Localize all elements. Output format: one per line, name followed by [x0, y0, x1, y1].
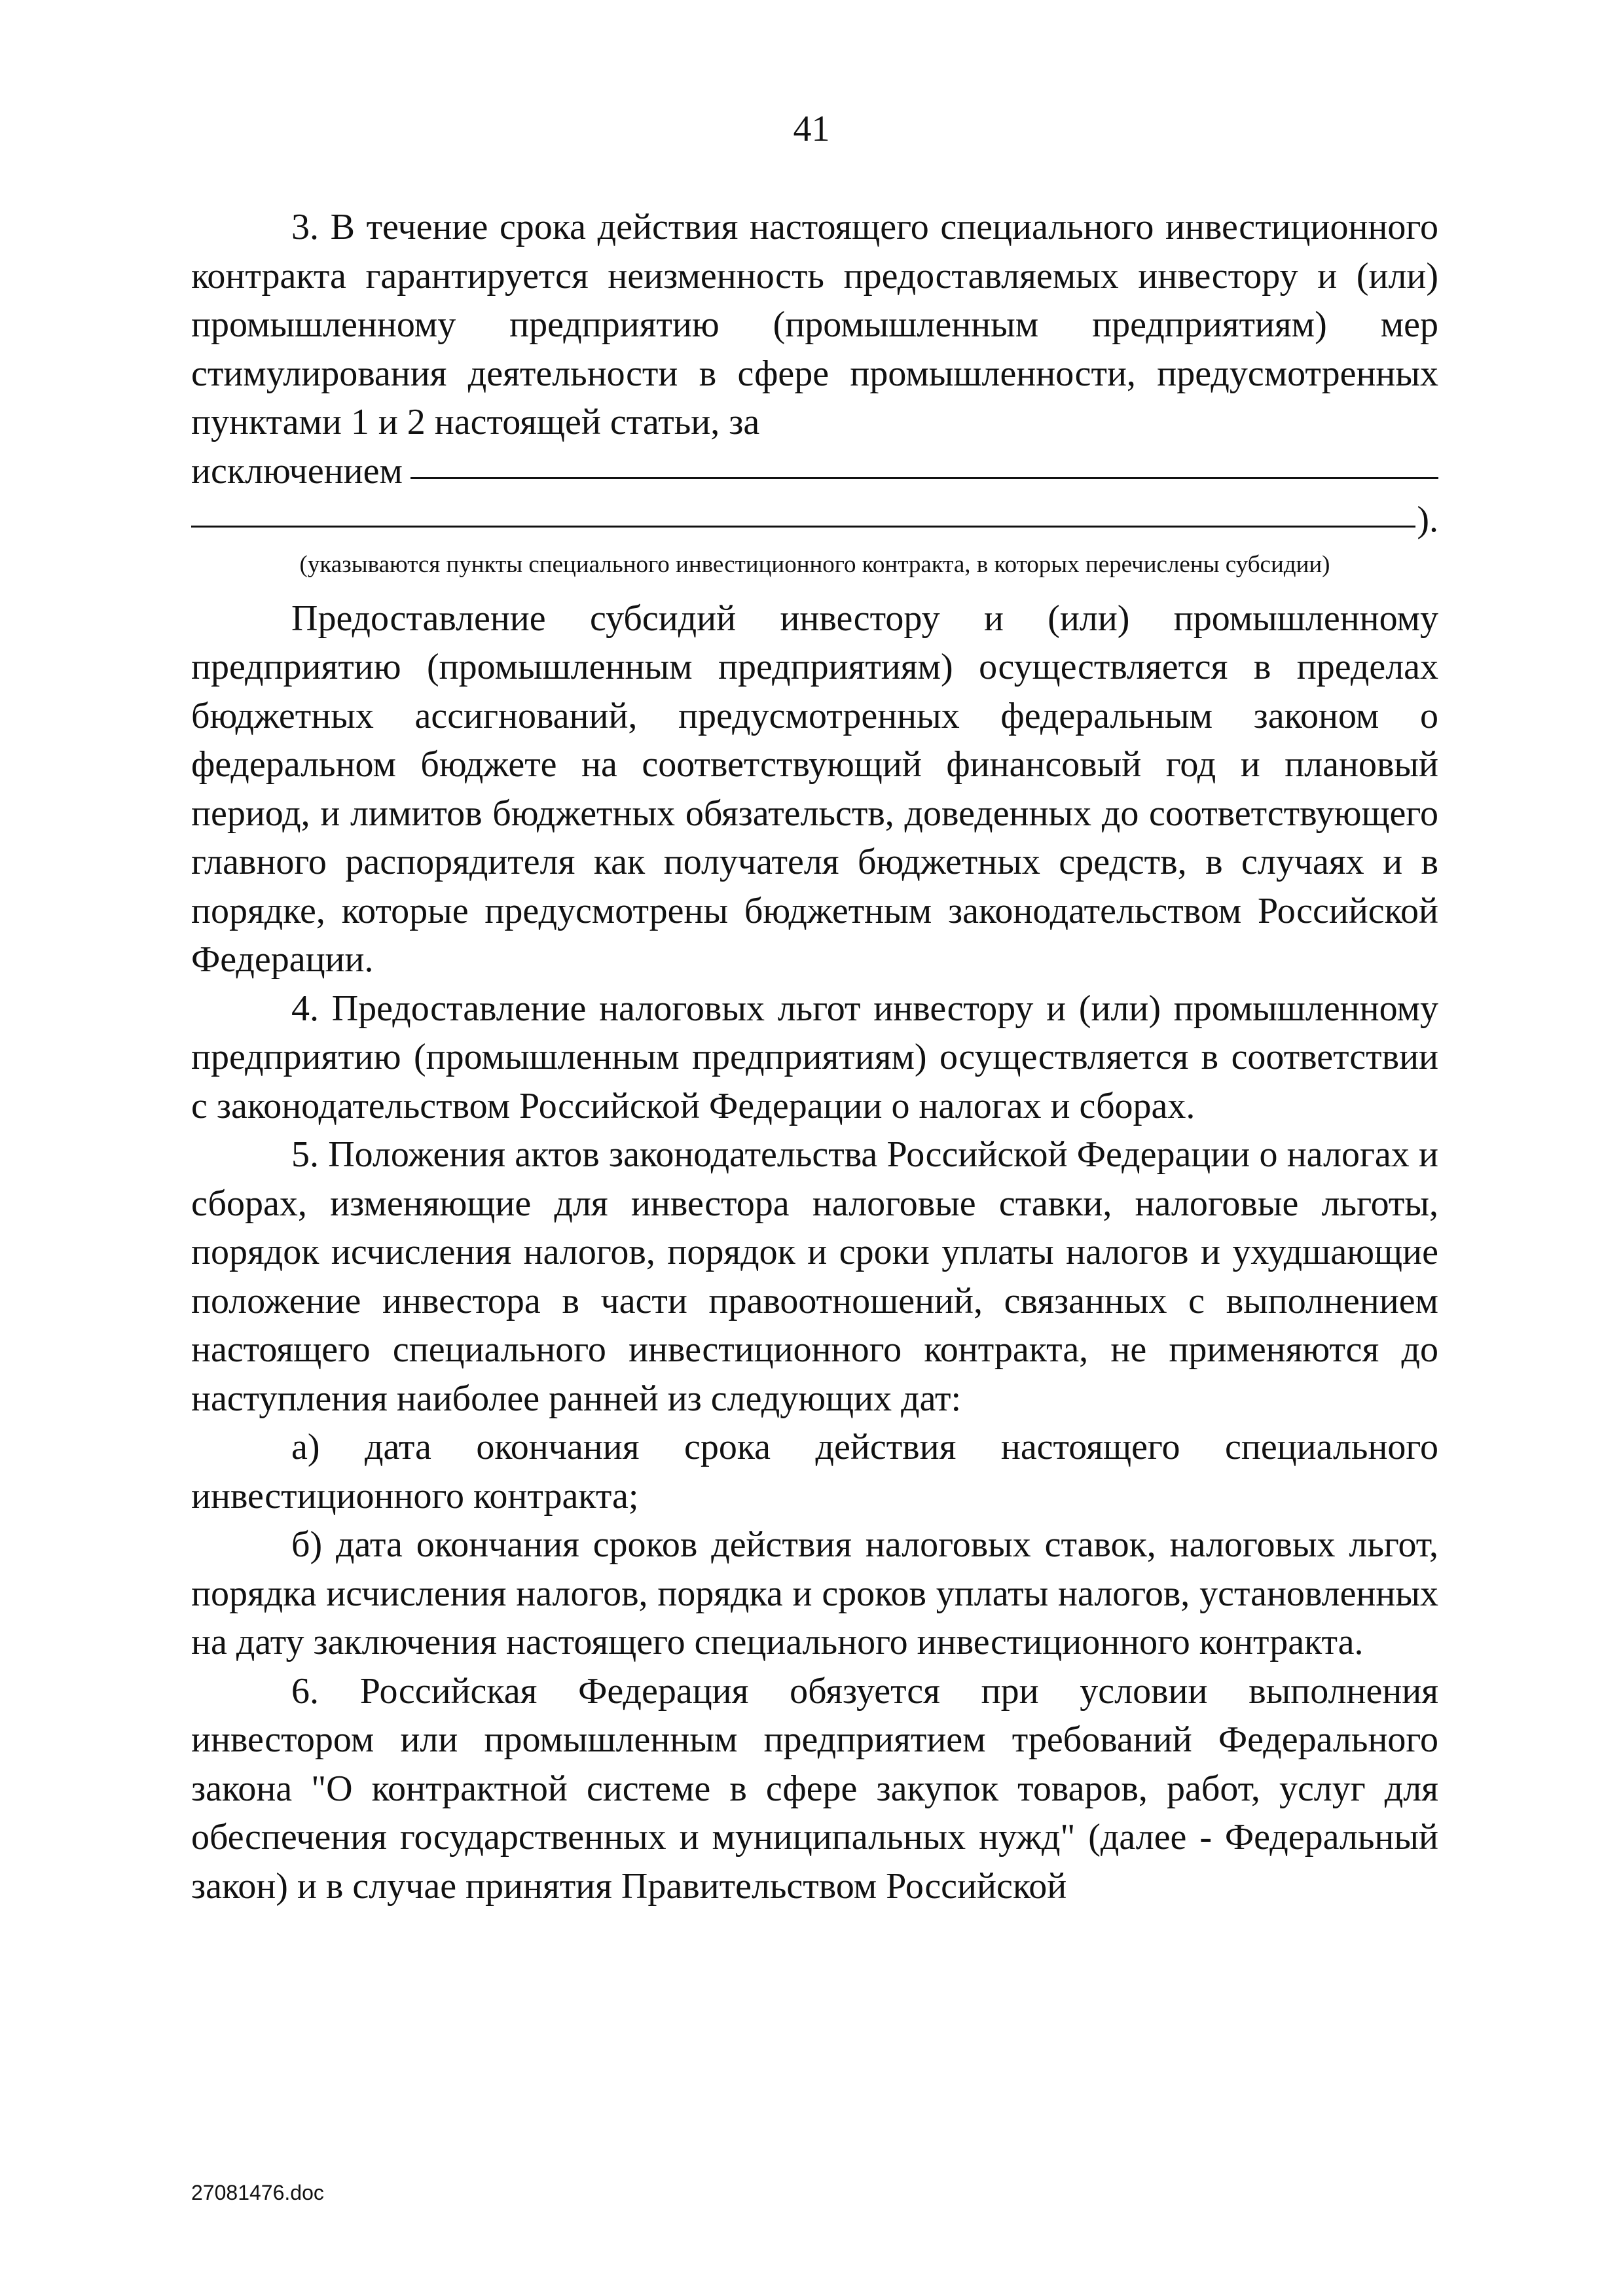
- page-number: 41: [793, 109, 830, 149]
- paragraph-5-item-a: а) дата окончания срока действия настоящего специального инвестиционного контракта;: [191, 1427, 1438, 1516]
- paragraph-5: 5. Положения актов законодательства Российской Федерации о налогах и сборах, изменяющие для инвестора налоговые ставки, налоговые льготы, порядок исчисления налогов, порядок и сроки уплаты налогов и ухудшающие положение инвестора в части правоотношений, связанных с выполнением настоящего специального инвестиционного контракта, не применяются до наступления наиболее ранней из следующих дат:: [191, 1134, 1438, 1419]
- exclusion-blank-line-2: [191, 526, 1415, 528]
- exclusion-fill-row: [191, 447, 1438, 496]
- paragraph-4: 4. Предоставление налоговых льгот инвестору и (или) промышленному предприятию (промышленным предприятиям) осуществляется в соответствии с законодательством Российской Федерации о налогах и сборах.: [191, 988, 1438, 1126]
- blank-hint-caption: (указываются пункты специального инвестиционного контракта, в которых перечислены субсидии): [299, 550, 1330, 578]
- paragraph-3: 3. В течение срока действия настоящего специального инвестиционного контракта гарантируется неизменность предоставляемых инвестору и (или) промышленному предприятию (промышленным предприятиям) мер стимулирования деятельности в сфере промышленности, предусмотренных пунктами 1 и 2 настоящей статьи, за: [191, 207, 1438, 442]
- closing-parenthesis: ).: [1417, 499, 1438, 540]
- document-body: [191, 203, 1438, 1910]
- exclusion-label: исключением: [191, 450, 403, 492]
- exclusion-blank-line: [410, 477, 1438, 479]
- exclusion-fill-row-2: [191, 495, 1438, 545]
- paragraph-5-item-b: б) дата окончания сроков действия налоговых ставок, налоговых льгот, порядка исчисления налогов, порядка и сроков уплаты налогов, установленных на дату заключения настоящего специального инвестиционного контракта.: [191, 1524, 1438, 1662]
- paragraph-subsidies: Предоставление субсидий инвестору и (или) промышленному предприятию (промышленным предприятиям) осуществляется в пределах бюджетных ассигнований, предусмотренных федеральным законом о федеральном бюджете на соответствующий финансовый год и плановый период, и лимитов бюджетных обязательств, доведенных до соответствующего главного распорядителя как получателя бюджетных средств, в случаях и в порядке, которые предусмотрены бюджетным законодательством Российской Федерации.: [191, 598, 1438, 980]
- paragraph-6: 6. Российская Федерация обязуется при условии выполнения инвестором или промышленным предприятием требований Федерального закона "О контрактной системе в сфере закупок товаров, работ, услуг для обеспечения государственных и муниципальных нужд" (далее - Федеральный закон) и в случае принятия Правительством Российской: [191, 1670, 1438, 1907]
- document-file-id: 27081476.doc: [191, 2181, 324, 2204]
